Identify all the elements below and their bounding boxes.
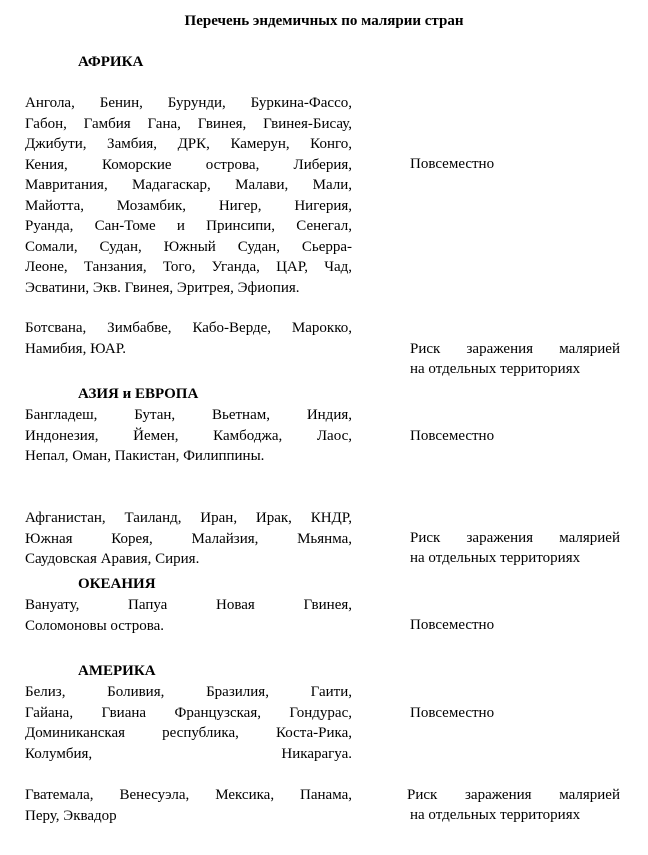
region-heading-america: АМЕРИКА	[78, 663, 156, 679]
country-list-america-endemic	[25, 682, 352, 764]
country-list-asia-endemic	[25, 405, 352, 467]
country-list-america-risk	[25, 785, 352, 826]
status-line: Повсеместно	[410, 428, 495, 444]
status-oceania	[410, 615, 620, 635]
status-line: на отдельных территориях	[410, 807, 581, 823]
country-line: Индонезия, Йемен, Камбоджа, Лаос,	[25, 427, 352, 444]
country-line: Непал, Оман, Пакистан, Филиппины.	[25, 448, 265, 464]
country-line: Соломоновы острова.	[25, 617, 164, 634]
country-line: Кения, Коморские острова, Либерия,	[25, 156, 352, 173]
status-line: Риск заражения малярией	[410, 530, 620, 546]
country-list-africa-endemic	[25, 93, 352, 298]
country-line: Сомали, Судан, Южный Судан, Сьерра-	[25, 238, 352, 255]
country-line: Гайана, Гвиана Французская, Гондурас,	[25, 704, 352, 721]
country-line: Леоне, Танзания, Того, Уганда, ЦАР, Чад,	[25, 259, 352, 275]
country-line: Южная Корея, Малайзия, Мьянма,	[25, 530, 352, 547]
country-line: Колумбия, Никарагуа.	[25, 745, 352, 762]
region-heading-asia-europe: АЗИЯ и ЕВРОПА	[78, 386, 199, 402]
country-list-africa-risk	[25, 318, 352, 359]
country-line: Майотта, Мозамбик, Нигер, Нигерия,	[25, 197, 352, 214]
status-line: Повсеместно	[410, 617, 495, 633]
country-line: Эсватини, Экв. Гвинея, Эритрея, Эфиопия.	[25, 279, 300, 296]
country-line: Бангладеш, Бутан, Вьетнам, Индия,	[25, 407, 352, 423]
country-line: Мавритания, Мадагаскар, Малави, Мали,	[25, 177, 352, 193]
status-africa-endemic	[410, 154, 620, 174]
document-title: Перечень эндемичных по малярии стран	[184, 13, 464, 29]
status-america-endemic	[410, 703, 620, 723]
country-line: Доминиканская республика, Коста-Рика,	[25, 725, 352, 741]
status-line: Повсеместно	[410, 705, 495, 721]
country-line: Афганистан, Таиланд, Иран, Ирак, КНДР,	[25, 510, 352, 526]
country-list-asia-risk	[25, 508, 352, 570]
country-line: Перу, Эквадор	[25, 807, 117, 824]
status-line: Повсеместно	[410, 156, 495, 172]
country-line: Намибия, ЮАР.	[25, 340, 126, 357]
country-line: Джибути, Замбия, ДРК, Камерун, Конго,	[25, 136, 352, 152]
status-africa-risk	[410, 339, 620, 379]
country-line: Руанда, Сан-Томе и Принсипи, Сенегал,	[25, 218, 352, 234]
country-line: Гватемала, Венесуэла, Мексика, Панама,	[25, 787, 352, 803]
country-line: Саудовская Аравия, Сирия.	[25, 551, 200, 567]
status-america-risk	[407, 785, 620, 825]
country-line: Ангола, Бенин, Бурунди, Буркина-Фассо,	[25, 95, 352, 111]
status-asia-endemic	[410, 426, 620, 446]
status-line: на отдельных территориях	[410, 361, 581, 377]
country-line: Ботсвана, Зимбабве, Кабо-Верде, Марокко,	[25, 320, 352, 336]
country-line: Габон, Гамбия Гана, Гвинея, Гвинея-Бисау,	[25, 115, 352, 132]
region-heading-oceania: ОКЕАНИЯ	[78, 576, 156, 592]
status-line: Риск заражения малярией	[407, 787, 620, 803]
country-list-oceania	[25, 595, 352, 636]
country-line: Белиз, Боливия, Бразилия, Гаити,	[25, 684, 352, 700]
status-line: Риск заражения малярией	[410, 341, 620, 357]
status-line: на отдельных территориях	[410, 550, 581, 566]
status-asia-risk	[410, 528, 620, 568]
region-heading-africa: АФРИКА	[78, 54, 144, 70]
country-line: Вануату, Папуа Новая Гвинея,	[25, 597, 352, 613]
